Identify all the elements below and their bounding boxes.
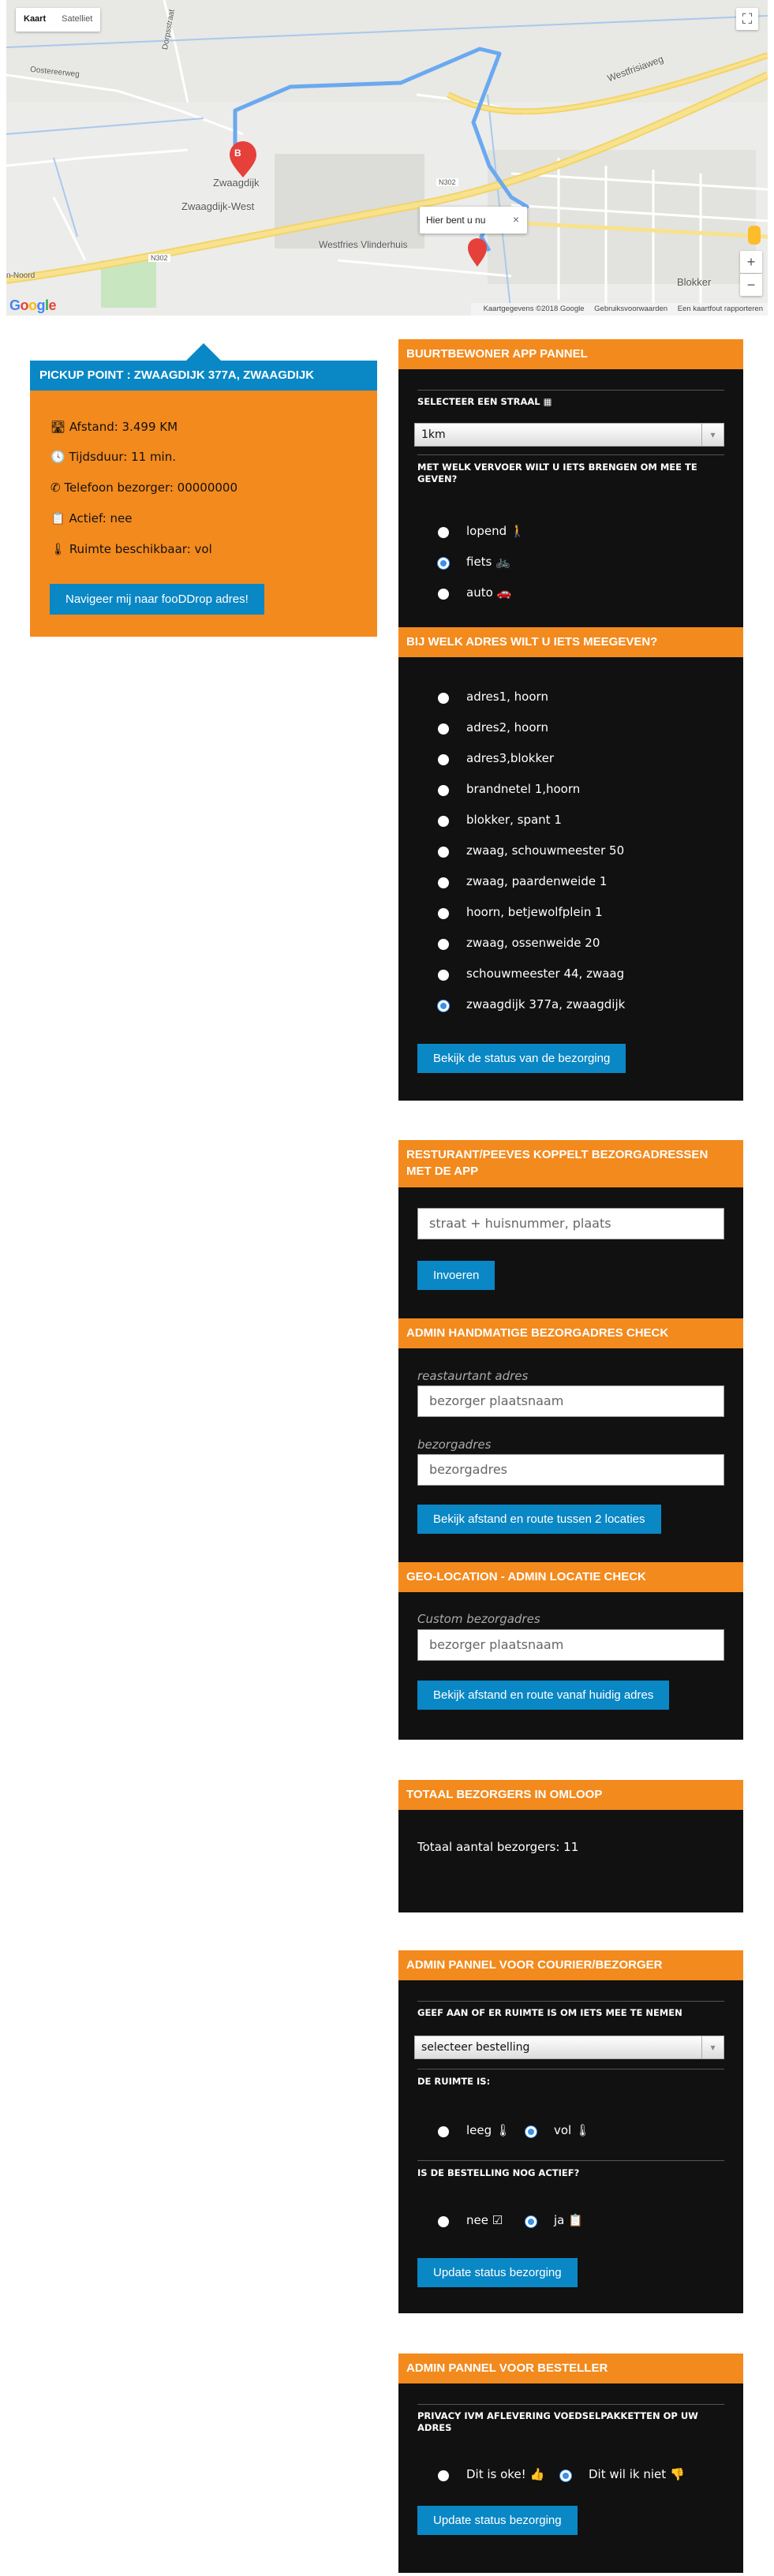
option-adres: brandnetel 1,hoorn	[466, 782, 581, 796]
terms-link[interactable]: Gebruiksvoorwaarden	[594, 305, 668, 313]
adres-title: BIJ WELK ADRES WILT U IETS MEEGEVEN?	[398, 627, 743, 657]
map-type-satelliet[interactable]: Satelliet	[62, 14, 93, 24]
map-label-zwaagdijk-west: Zwaagdijk-West	[181, 200, 255, 212]
vervoer-label: MET WELK VERVOER WILT U IETS BRENGEN OM MEE TE GEVEN?	[417, 462, 697, 484]
option-adres: adres3,blokker	[466, 751, 555, 765]
divider	[417, 454, 724, 455]
afstand-row: 🛣 Afstand: 3.499 KM	[50, 420, 178, 434]
chevron-down-icon: ▾	[701, 424, 724, 446]
close-icon[interactable]: ×	[512, 213, 519, 226]
street-label: SELECTEER EEN STRAAL ▦	[417, 396, 552, 407]
thermometer-empty-icon: 🌡	[495, 2123, 510, 2137]
divider	[417, 2404, 724, 2405]
option-adres: zwaag, ossenweide 20	[466, 936, 600, 950]
option-adres: zwaag, schouwmeester 50	[466, 843, 625, 858]
map-label-n302-b: N302	[436, 178, 458, 186]
report-error-link[interactable]: Een kaartfout rapporteren	[677, 305, 763, 313]
bezorgadres-input[interactable]: bezorgadres	[417, 1454, 724, 1486]
thumbs-up-icon: 👍	[529, 2467, 545, 2481]
restaurant-adres-label: reastaurtant adres	[417, 1369, 529, 1383]
map-label-hoorn-noord: n-Noord	[6, 271, 36, 280]
radio-adres[interactable]	[438, 970, 449, 981]
map-canvas[interactable]	[6, 0, 768, 316]
option-niet: Dit wil ik niet 👎	[589, 2467, 685, 2481]
radio-lopend[interactable]	[438, 527, 449, 538]
option-fiets: fiets 🚲	[466, 555, 510, 569]
clipboard-icon: 📋	[568, 2213, 583, 2227]
address-input[interactable]: straat + huisnummer, plaats	[417, 1208, 724, 1239]
courier-title: ADMIN PANNEL VOOR COURIER/BEZORGER	[398, 1950, 743, 1980]
restaurant-panel	[398, 1140, 743, 1740]
option-lopend: lopend 🚶	[466, 524, 525, 538]
option-vol: vol 🌡	[554, 2123, 591, 2137]
map-label-dorpsstraat: Dorpsstraat	[160, 9, 177, 50]
fullscreen-icon[interactable]: ⛶	[736, 8, 758, 30]
option-adres: blokker, spant 1	[466, 813, 562, 827]
totaal-text: Totaal aantal bezorgers: 11	[417, 1840, 579, 1854]
route-two-locations-button[interactable]: Bekijk afstand en route tussen 2 locaties	[417, 1505, 661, 1534]
option-adres: zwaag, paardenweide 1	[466, 874, 608, 888]
resturant-title: RESTURANT/PEEVES KOPPELT BEZORGADRESSEN MET DE APP	[398, 1140, 743, 1187]
map-label-oostereerweg: Oostereerweg	[29, 65, 80, 80]
admin-check-title: ADMIN HANDMATIGE BEZORGADRES CHECK	[398, 1318, 743, 1348]
pickup-panel	[30, 361, 377, 637]
map-footer	[471, 303, 768, 316]
option-adres: adres2, hoorn	[466, 720, 548, 735]
map-label-westfrisiaweg: Westfrisiaweg	[605, 53, 665, 84]
zoom-out-button[interactable]: −	[740, 274, 762, 296]
map-label-blokker: Blokker	[677, 276, 712, 288]
map-type-control	[16, 8, 100, 32]
option-ja: ja 📋	[554, 2213, 583, 2227]
besteller-panel	[398, 2354, 743, 2573]
map-type-kaart[interactable]: Kaart	[24, 14, 47, 24]
phone-icon: ✆	[50, 480, 65, 495]
radio-fiets[interactable]	[438, 558, 449, 569]
custom-bezorgadres-label: Custom bezorgadres	[417, 1612, 540, 1626]
option-auto: auto 🚗	[466, 585, 512, 600]
map-label-zwaagdijk: Zwaagdijk	[213, 177, 260, 189]
clock-icon: 🕓	[50, 450, 69, 464]
courier-panel	[398, 1950, 743, 2313]
bezorgadres-label: bezorgadres	[417, 1438, 492, 1452]
invoeren-button[interactable]: Invoeren	[417, 1261, 495, 1290]
option-leeg: leeg 🌡	[466, 2123, 510, 2137]
radius-select[interactable]: 1km ▾	[414, 423, 724, 447]
divider	[417, 390, 724, 391]
radio-vol[interactable]	[525, 2126, 537, 2137]
radio-adres[interactable]	[438, 939, 449, 950]
telefoon-row: ✆ Telefoon bezorger: 00000000	[50, 480, 238, 495]
radio-adres[interactable]	[438, 693, 449, 704]
ruimte-is-label: DE RUIMTE IS:	[417, 2076, 491, 2087]
buurt-panel	[398, 339, 743, 1101]
radio-adres[interactable]	[438, 908, 449, 919]
map-infowindow	[420, 207, 527, 234]
pickup-title: PICKUP POINT : ZWAAGDIJK 377A, ZWAAGDIJK	[30, 361, 377, 391]
geo-input[interactable]: bezorger plaatsnaam	[417, 1629, 724, 1661]
route-current-location-button[interactable]: Bekijk afstand en route vanaf huidig adres	[417, 1681, 669, 1710]
privacy-label: PRIVACY IVM AFLEVERING VOEDSELPAKKETTEN OP UW ADRES	[417, 2410, 698, 2433]
restaurant-adres-input[interactable]: bezorger plaatsnaam	[417, 1385, 724, 1417]
marker-b-label: B	[234, 148, 241, 159]
navigate-button[interactable]: Navigeer mij naar fooDDrop adres!	[50, 584, 264, 615]
map-attribution: Kaartgegevens ©2018 Google	[483, 305, 585, 313]
option-adres: zwaagdijk 377a, zwaagdijk	[466, 997, 626, 1011]
besteller-title: ADMIN PANNEL VOOR BESTELLER	[398, 2354, 743, 2383]
radio-adres[interactable]	[438, 1000, 449, 1011]
option-nee: nee ☑	[466, 2213, 503, 2227]
car-icon: 🚗	[496, 585, 512, 600]
walking-icon: 🚶	[510, 524, 525, 538]
actief-row: 📋 Actief: nee	[50, 511, 133, 525]
geo-title: GEO-LOCATION - ADMIN LOCATIE CHECK	[398, 1562, 743, 1592]
option-adres: adres1, hoorn	[466, 690, 548, 704]
option-adres: schouwmeester 44, zwaag	[466, 966, 625, 981]
tijdsduur-row: 🕓 Tijdsduur: 11 min.	[50, 450, 176, 464]
pickup-arrow	[186, 343, 221, 361]
road-icon: 🛣	[50, 420, 69, 434]
map-tiles	[6, 0, 768, 316]
option-oke: Dit is oke! 👍	[466, 2467, 545, 2481]
checkbox-icon: ☑	[492, 2213, 503, 2227]
totaal-panel	[398, 1780, 743, 1912]
map-label-westfries: Westfries Vlinderhuis	[319, 239, 408, 250]
thumbs-down-icon: 👎	[669, 2467, 685, 2481]
chevron-down-icon: ▾	[701, 2036, 724, 2058]
google-logo: Google	[9, 297, 57, 313]
thermometer-full-icon: 🌡	[575, 2123, 591, 2137]
thermometer-icon: 🌡	[50, 542, 69, 556]
radio-adres[interactable]	[438, 816, 449, 827]
divider	[417, 2160, 724, 2161]
infowindow-text: Hier bent u nu	[426, 215, 486, 226]
status-button[interactable]: Bekijk de status van de bezorging	[417, 1044, 626, 1073]
radio-oke[interactable]	[438, 2470, 449, 2481]
update-status-courier-button[interactable]: Update status bezorging	[417, 2258, 578, 2287]
radio-ja[interactable]	[525, 2216, 537, 2227]
radio-adres[interactable]	[438, 785, 449, 796]
bicycle-icon: 🚲	[495, 555, 510, 569]
map-icon: ▦	[543, 396, 552, 407]
radio-niet[interactable]	[560, 2470, 571, 2481]
option-adres: hoorn, betjewolfplein 1	[466, 905, 603, 919]
buurt-title: BUURTBEWONER APP PANNEL	[398, 339, 743, 369]
clipboard-icon: 📋	[50, 511, 69, 525]
divider	[417, 2001, 724, 2002]
radio-adres[interactable]	[438, 754, 449, 765]
bestelling-select[interactable]: selecteer bestelling ▾	[414, 2036, 724, 2059]
update-status-besteller-button[interactable]: Update status bezorging	[417, 2506, 578, 2535]
map-label-n302-a: N302	[148, 254, 170, 262]
ruimte-label: GEEF AAN OF ER RUIMTE IS OM IETS MEE TE NEMEN	[417, 2007, 682, 2018]
zoom-in-button[interactable]: +	[740, 251, 762, 273]
radio-adres[interactable]	[438, 847, 449, 858]
radio-adres[interactable]	[438, 877, 449, 888]
actief-label: IS DE BESTELLING NOG ACTIEF?	[417, 2167, 580, 2178]
radio-adres[interactable]	[438, 723, 449, 735]
ruimte-row: 🌡 Ruimte beschikbaar: vol	[50, 542, 212, 556]
radio-nee[interactable]	[438, 2216, 449, 2227]
radio-leeg[interactable]	[438, 2126, 449, 2137]
totaal-title: TOTAAL BEZORGERS IN OMLOOP	[398, 1780, 743, 1810]
radio-auto[interactable]	[438, 589, 449, 600]
